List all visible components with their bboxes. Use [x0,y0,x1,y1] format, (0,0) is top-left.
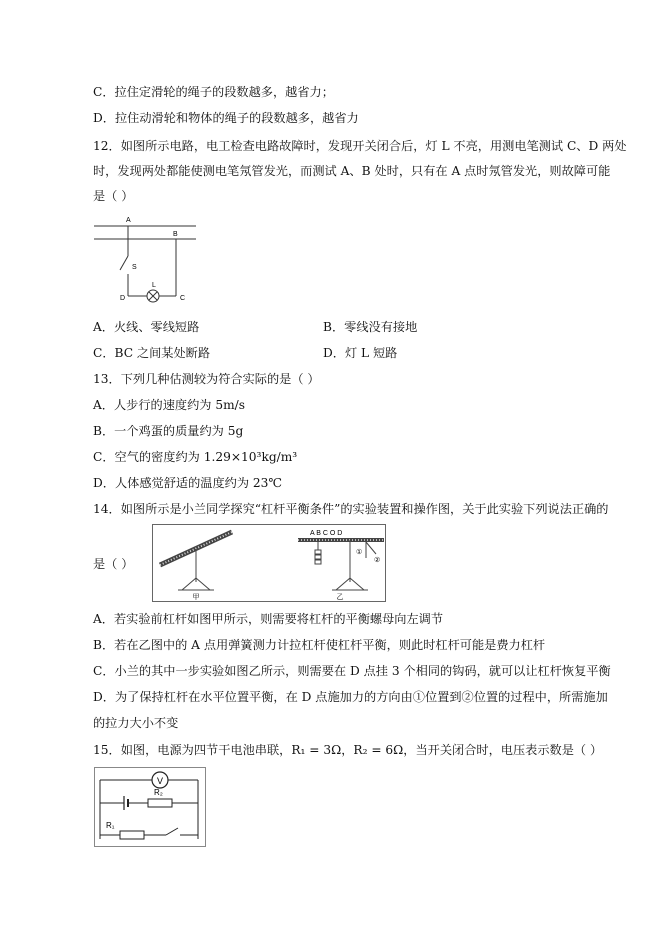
q14-figure-jia [160,532,232,601]
q15-label-r1: R₁ [106,821,115,830]
q12-label-d: D [120,295,126,302]
q12-option-c: C．BC 之间某处断路 [93,346,211,360]
q14-figure-yi [298,530,384,601]
q13-option-b: B．一个鸡蛋的质量约为 5g [93,424,244,438]
q14-stem-line-2: 是（ ） [93,557,134,571]
q14-label-jia: 甲 [192,594,200,601]
q14-stem-line-1: 14．如图所示是小兰同学探究“杠杆平衡条件”的实验装置和操作图，关于此实验下列说法正确的 [93,502,609,516]
q14-lever-points: A B C O D [310,530,343,537]
q13-option-d: D．人体感觉舒适的温度约为 23℃ [93,476,283,490]
q13-option-a: A．人步行的速度约为 5m/s [93,398,246,412]
q14-lever-diagram [152,524,386,602]
q12-stem-line-2: 时，发现两处都能使测电笔氖管发光，而测试 A、B 处时，只有在 A 点时氖管发光，则故障可能 [93,164,611,178]
q15-label-v: V [156,776,164,786]
q12-circuit-diagram [94,212,196,308]
q13-stem: 13．下列几种估测较为符合实际的是（ ） [93,372,320,386]
q15-circuit-diagram [94,767,206,847]
q12-option-a: A．火线、零线短路 [93,320,200,334]
q12-label-l: L [152,282,156,289]
q12-stem-line-3: 是（ ） [93,189,134,203]
q12-option-d: D．灯 L 短路 [323,346,398,360]
q12-label-s: S [132,264,137,271]
q12-stem-line-1: 12．如图所示电路，电工检查电路故障时，发现开关闭合后，灯 L 不亮，用测电笔测试 C、D 两处 [93,139,627,153]
q11-option-d: D．拉住动滑轮和物体的绳子的段数越多，越省力 [93,111,359,125]
q14-option-b: B．若在乙图中的 A 点用弹簧测力计拉杠杆使杠杆平衡，则此时杠杆可能是费力杠杆 [93,638,546,652]
q12-label-b: B [173,231,178,238]
q14-option-d-line-2: 的拉力大小不变 [93,716,179,730]
q14-label-position-2: ② [374,557,381,564]
q15-label-r2: R₂ [154,788,163,797]
q12-option-b: B．零线没有接地 [323,320,418,334]
q12-label-a: A [126,217,131,224]
q15-stem: 15．如图，电源为四节干电池串联，R₁ = 3Ω，R₂ = 6Ω，当开关闭合时，电压表示数是（ ） [93,743,603,757]
q14-option-d-line-1: D．为了保持杠杆在水平位置平衡，在 D 点施加力的方向由①位置到②位置的过程中，所需施加 [93,690,608,704]
q14-option-c: C．小兰的其中一步实验如图乙所示，则需要在 D 点挂 3 个相同的钩码，就可以让杠杆恢复平衡 [93,664,611,678]
q14-label-position-1: ① [356,549,363,556]
q14-label-yi: 乙 [336,594,344,601]
q12-label-c: C [180,295,186,302]
q14-option-a: A．若实验前杠杆如图甲所示，则需要将杠杆的平衡螺母向左调节 [93,612,444,626]
q11-option-c: C．拉住定滑轮的绳子的段数越多，越省力； [93,85,334,99]
q13-option-c: C．空气的密度约为 1.29×10³kg/m³ [93,450,298,464]
